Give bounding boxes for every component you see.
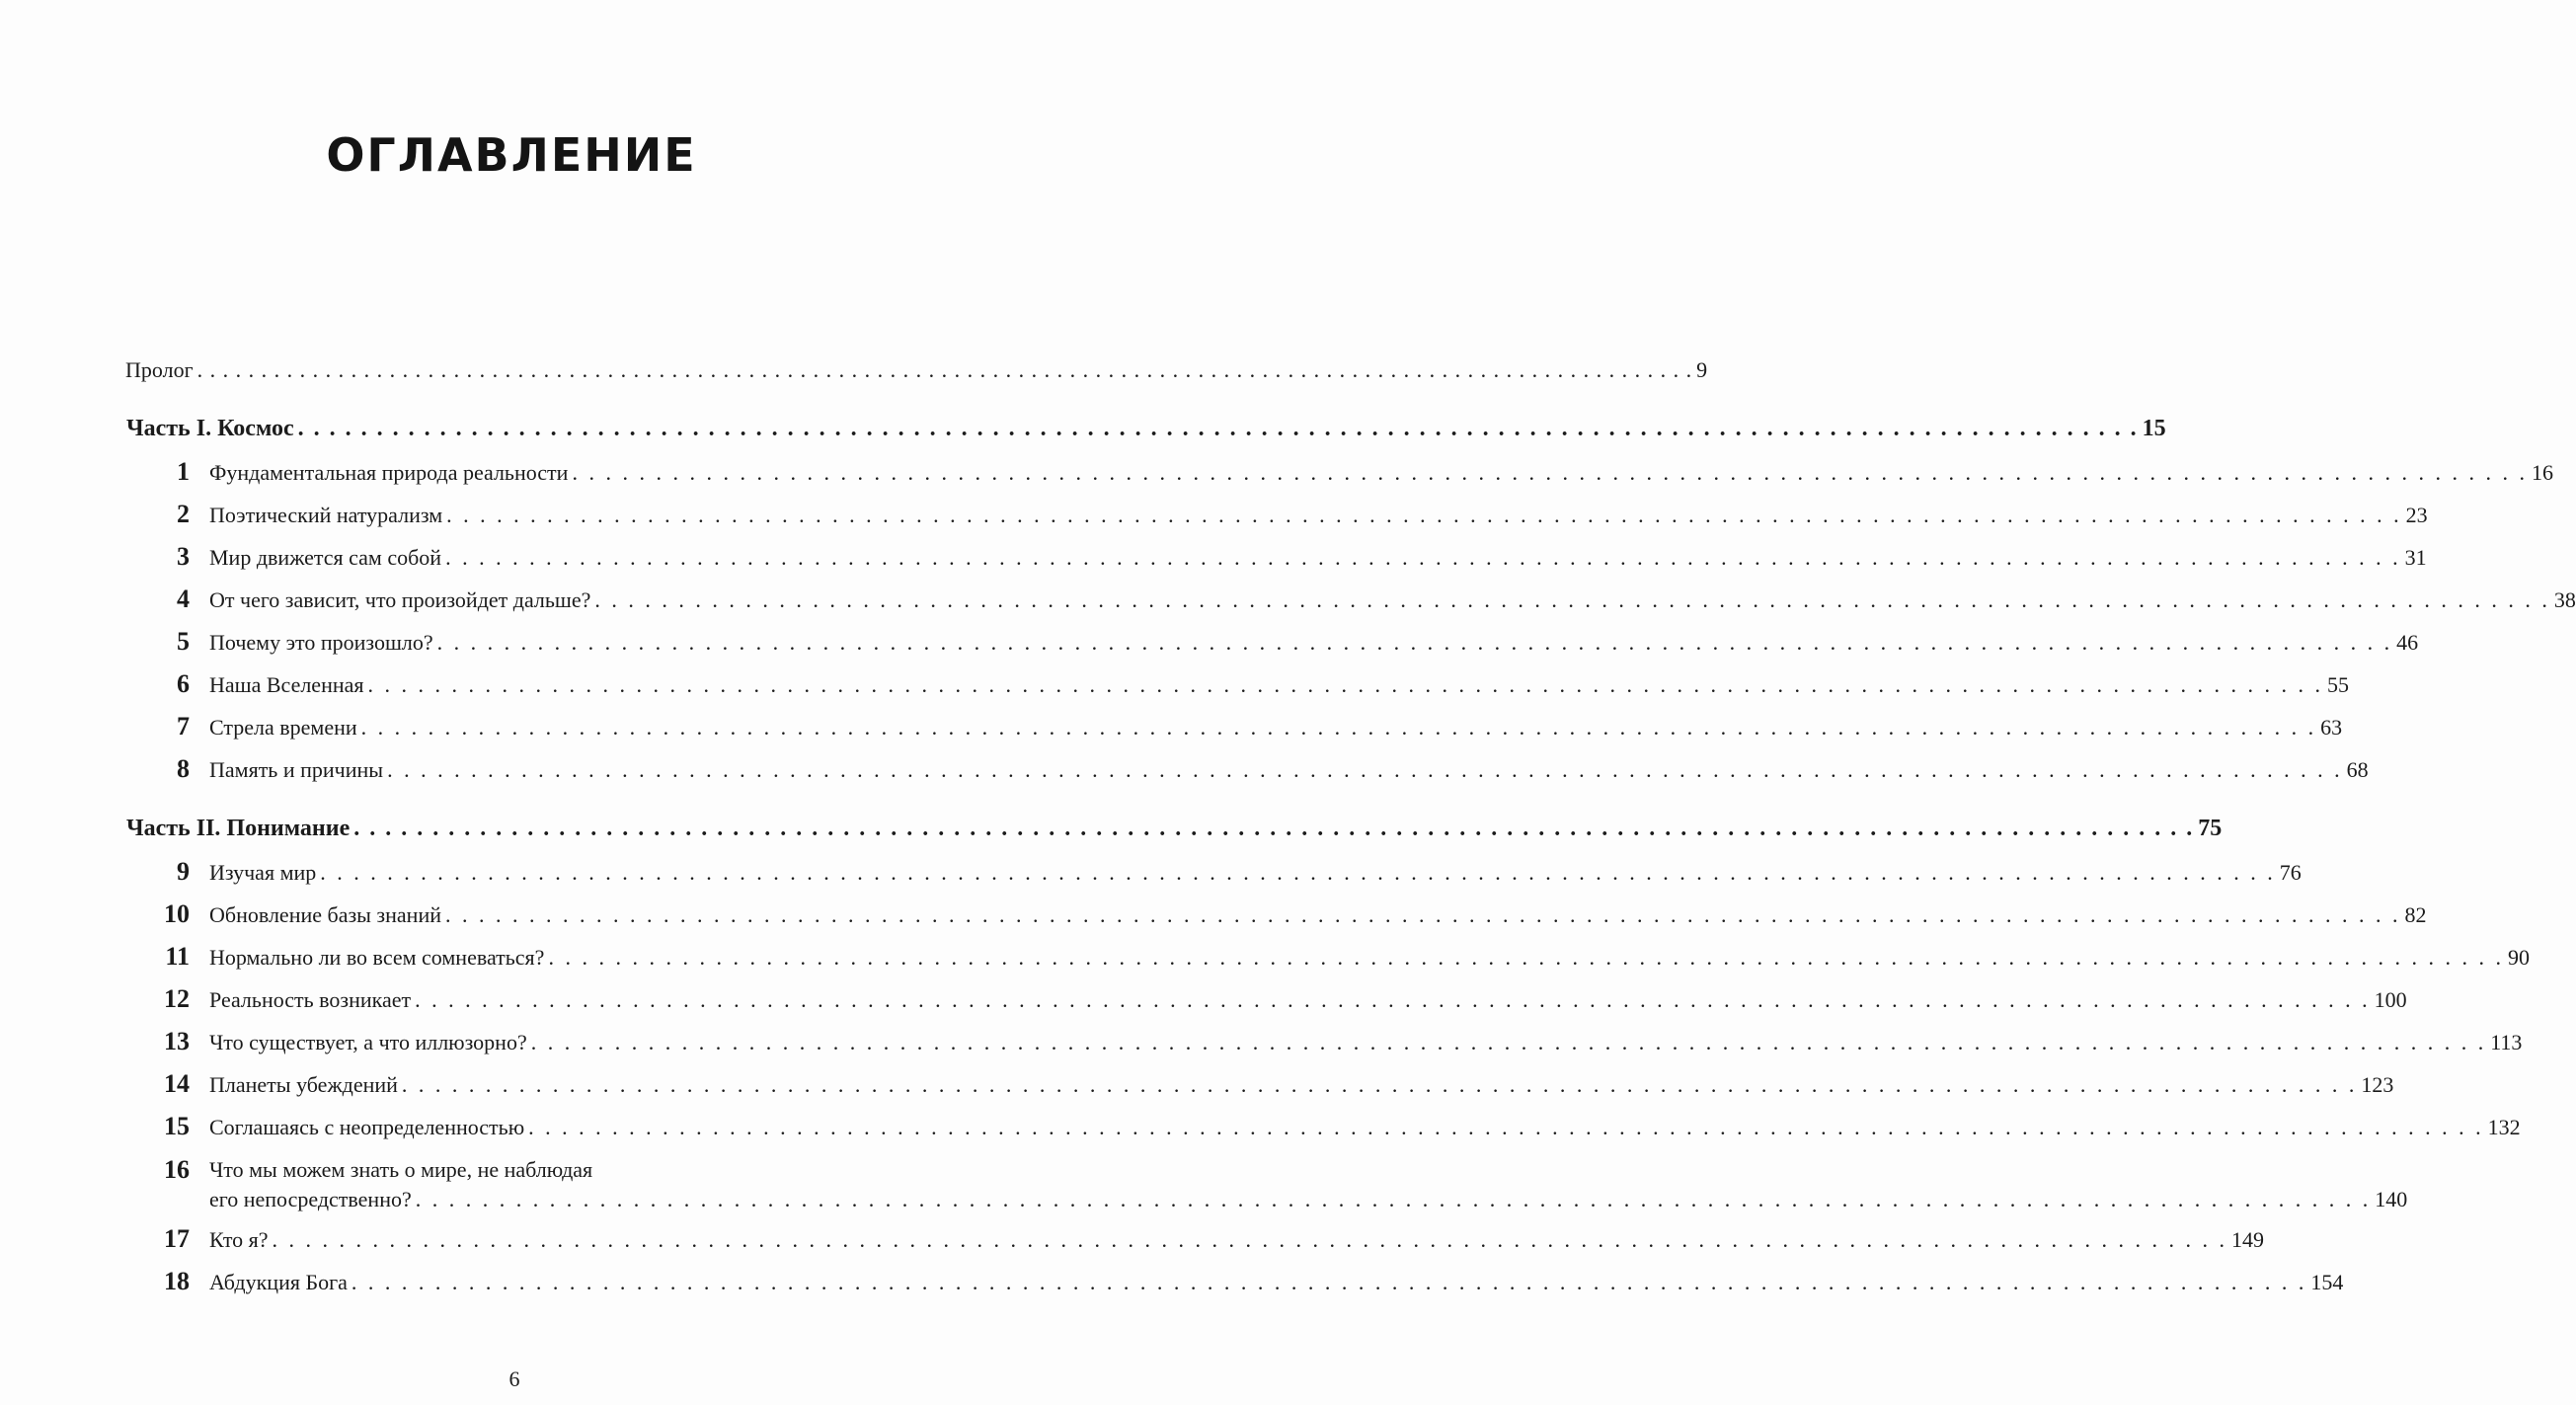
toc-chapter	[148, 1267, 2344, 1296]
chapter-number: 12	[164, 984, 190, 1013]
dot-leader	[273, 1227, 2228, 1253]
chapter-title: Кто я?	[209, 1227, 269, 1252]
chapter-page: 100	[2374, 987, 2407, 1012]
dot-leader	[446, 503, 2402, 528]
toc-part-page: 75	[2198, 816, 2223, 841]
chapter-title: Фундаментальная природа реальности	[209, 460, 569, 485]
chapter-number: 5	[177, 627, 190, 656]
chapter-page: 68	[2346, 757, 2369, 782]
chapter-page: 140	[2375, 1187, 2408, 1211]
dot-leader	[572, 460, 2528, 486]
chapter-number: 6	[177, 669, 190, 698]
chapter-number: 2	[177, 500, 190, 528]
dot-leader	[387, 757, 2343, 783]
chapter-page: 16	[2531, 460, 2553, 485]
toc-part-page: 15	[2142, 416, 2166, 441]
chapter-page: 55	[2327, 672, 2350, 697]
chapter-number: 11	[165, 942, 190, 971]
chapter-number: 15	[164, 1112, 190, 1140]
dot-leader	[298, 416, 2139, 442]
toc-chapter	[148, 942, 2530, 972]
toc-chapter	[148, 984, 2407, 1014]
toc-chapter	[148, 899, 2427, 929]
chapter-title-line1: Что мы можем знать о мире, не наблюдая	[209, 1157, 593, 1182]
dot-leader	[437, 630, 2393, 656]
chapter-title: От чего зависит, что произойдет дальше?	[209, 587, 591, 612]
dot-leader	[320, 860, 2276, 886]
toc-chapter	[148, 457, 2553, 487]
toc-entry-label: Пролог	[125, 357, 194, 382]
toc-chapter	[148, 1224, 2265, 1254]
toc-chapter	[148, 542, 2427, 572]
chapter-title: Соглашаясь с неопределенностью	[209, 1115, 525, 1139]
chapter-page: 31	[2404, 545, 2427, 570]
chapter-page: 123	[2361, 1072, 2394, 1097]
dot-leader	[531, 1030, 2487, 1055]
toc-chapter	[148, 1155, 2408, 1214]
toc-part-2	[126, 816, 2223, 842]
toc-entry-page: 9	[1696, 357, 1708, 382]
chapter-title: Планеты убеждений	[209, 1072, 398, 1097]
chapter-page: 113	[2490, 1030, 2523, 1054]
dot-leader	[353, 816, 2194, 842]
chapter-page: 149	[2231, 1227, 2265, 1252]
chapter-title: Изучая мир	[209, 860, 317, 885]
toc-chapter	[148, 1069, 2394, 1099]
toc-chapter	[148, 754, 2369, 784]
chapter-number: 13	[164, 1027, 190, 1055]
dot-leader	[528, 1115, 2484, 1140]
chapter-number: 7	[177, 712, 190, 741]
toc-chapter	[148, 669, 2350, 699]
dot-leader	[416, 1185, 2372, 1214]
chapter-number: 1	[177, 457, 190, 486]
chapter-page: 46	[2396, 630, 2419, 655]
toc-entry-prologue	[125, 357, 1708, 383]
chapter-title: Что существует, а что иллюзорно?	[209, 1030, 527, 1054]
chapter-number: 3	[177, 542, 190, 571]
chapter-number: 8	[177, 754, 190, 783]
toc-part-label: Часть I. Космос	[126, 416, 294, 441]
chapter-page: 23	[2405, 503, 2428, 527]
dot-leader	[368, 672, 2324, 698]
toc-part-label: Часть II. Понимание	[126, 816, 351, 841]
toc-chapter	[148, 627, 2419, 657]
chapter-title: Нормально ли во всем сомневаться?	[209, 945, 545, 970]
chapter-number: 18	[164, 1267, 190, 1295]
chapter-title: Наша Вселенная	[209, 672, 364, 697]
chapter-number: 16	[164, 1155, 190, 1184]
chapter-number: 14	[164, 1069, 190, 1098]
dot-leader	[445, 545, 2401, 571]
chapter-number: 9	[177, 857, 190, 886]
chapter-page: 38	[2553, 587, 2576, 612]
dot-leader	[402, 1072, 2358, 1098]
dot-leader	[361, 715, 2317, 741]
chapter-title: Реальность возникает	[209, 987, 412, 1012]
toc-chapter	[148, 857, 2302, 887]
dot-leader	[548, 945, 2504, 971]
page-number: 6	[508, 1366, 520, 1391]
chapter-title: Поэтический натурализм	[209, 503, 443, 527]
chapter-title: Мир движется сам собой	[209, 545, 442, 570]
toc-part-1	[126, 416, 2166, 442]
chapter-number: 10	[164, 899, 190, 928]
dot-leader	[445, 902, 2401, 928]
chapter-title: Почему это произошло?	[209, 630, 433, 655]
chapter-number: 17	[164, 1224, 190, 1253]
toc-chapter	[148, 500, 2428, 529]
chapter-title-line2: его непосредственно?	[209, 1187, 412, 1211]
dot-leader	[415, 987, 2371, 1013]
chapter-title: Память и причины	[209, 757, 384, 782]
chapter-page: 76	[2279, 860, 2302, 885]
chapter-page: 63	[2320, 715, 2343, 740]
toc-chapter	[148, 585, 2576, 614]
dot-leader	[594, 587, 2550, 613]
toc-chapter	[148, 1027, 2523, 1056]
chapter-page: 90	[2507, 945, 2530, 970]
chapter-page: 154	[2310, 1270, 2344, 1294]
toc-chapter	[148, 712, 2343, 742]
dot-leader	[197, 357, 1693, 383]
toc-chapter	[148, 1112, 2521, 1141]
chapter-title: Стрела времени	[209, 715, 357, 740]
chapter-page: 132	[2487, 1115, 2521, 1139]
chapter-page: 82	[2404, 902, 2427, 927]
chapter-number: 4	[177, 585, 190, 613]
dot-leader	[351, 1270, 2307, 1295]
chapter-title: Обновление базы знаний	[209, 902, 441, 927]
page-title: ОГЛАВЛЕНИЕ	[326, 128, 697, 182]
chapter-title: Абдукция Бога	[209, 1270, 348, 1294]
